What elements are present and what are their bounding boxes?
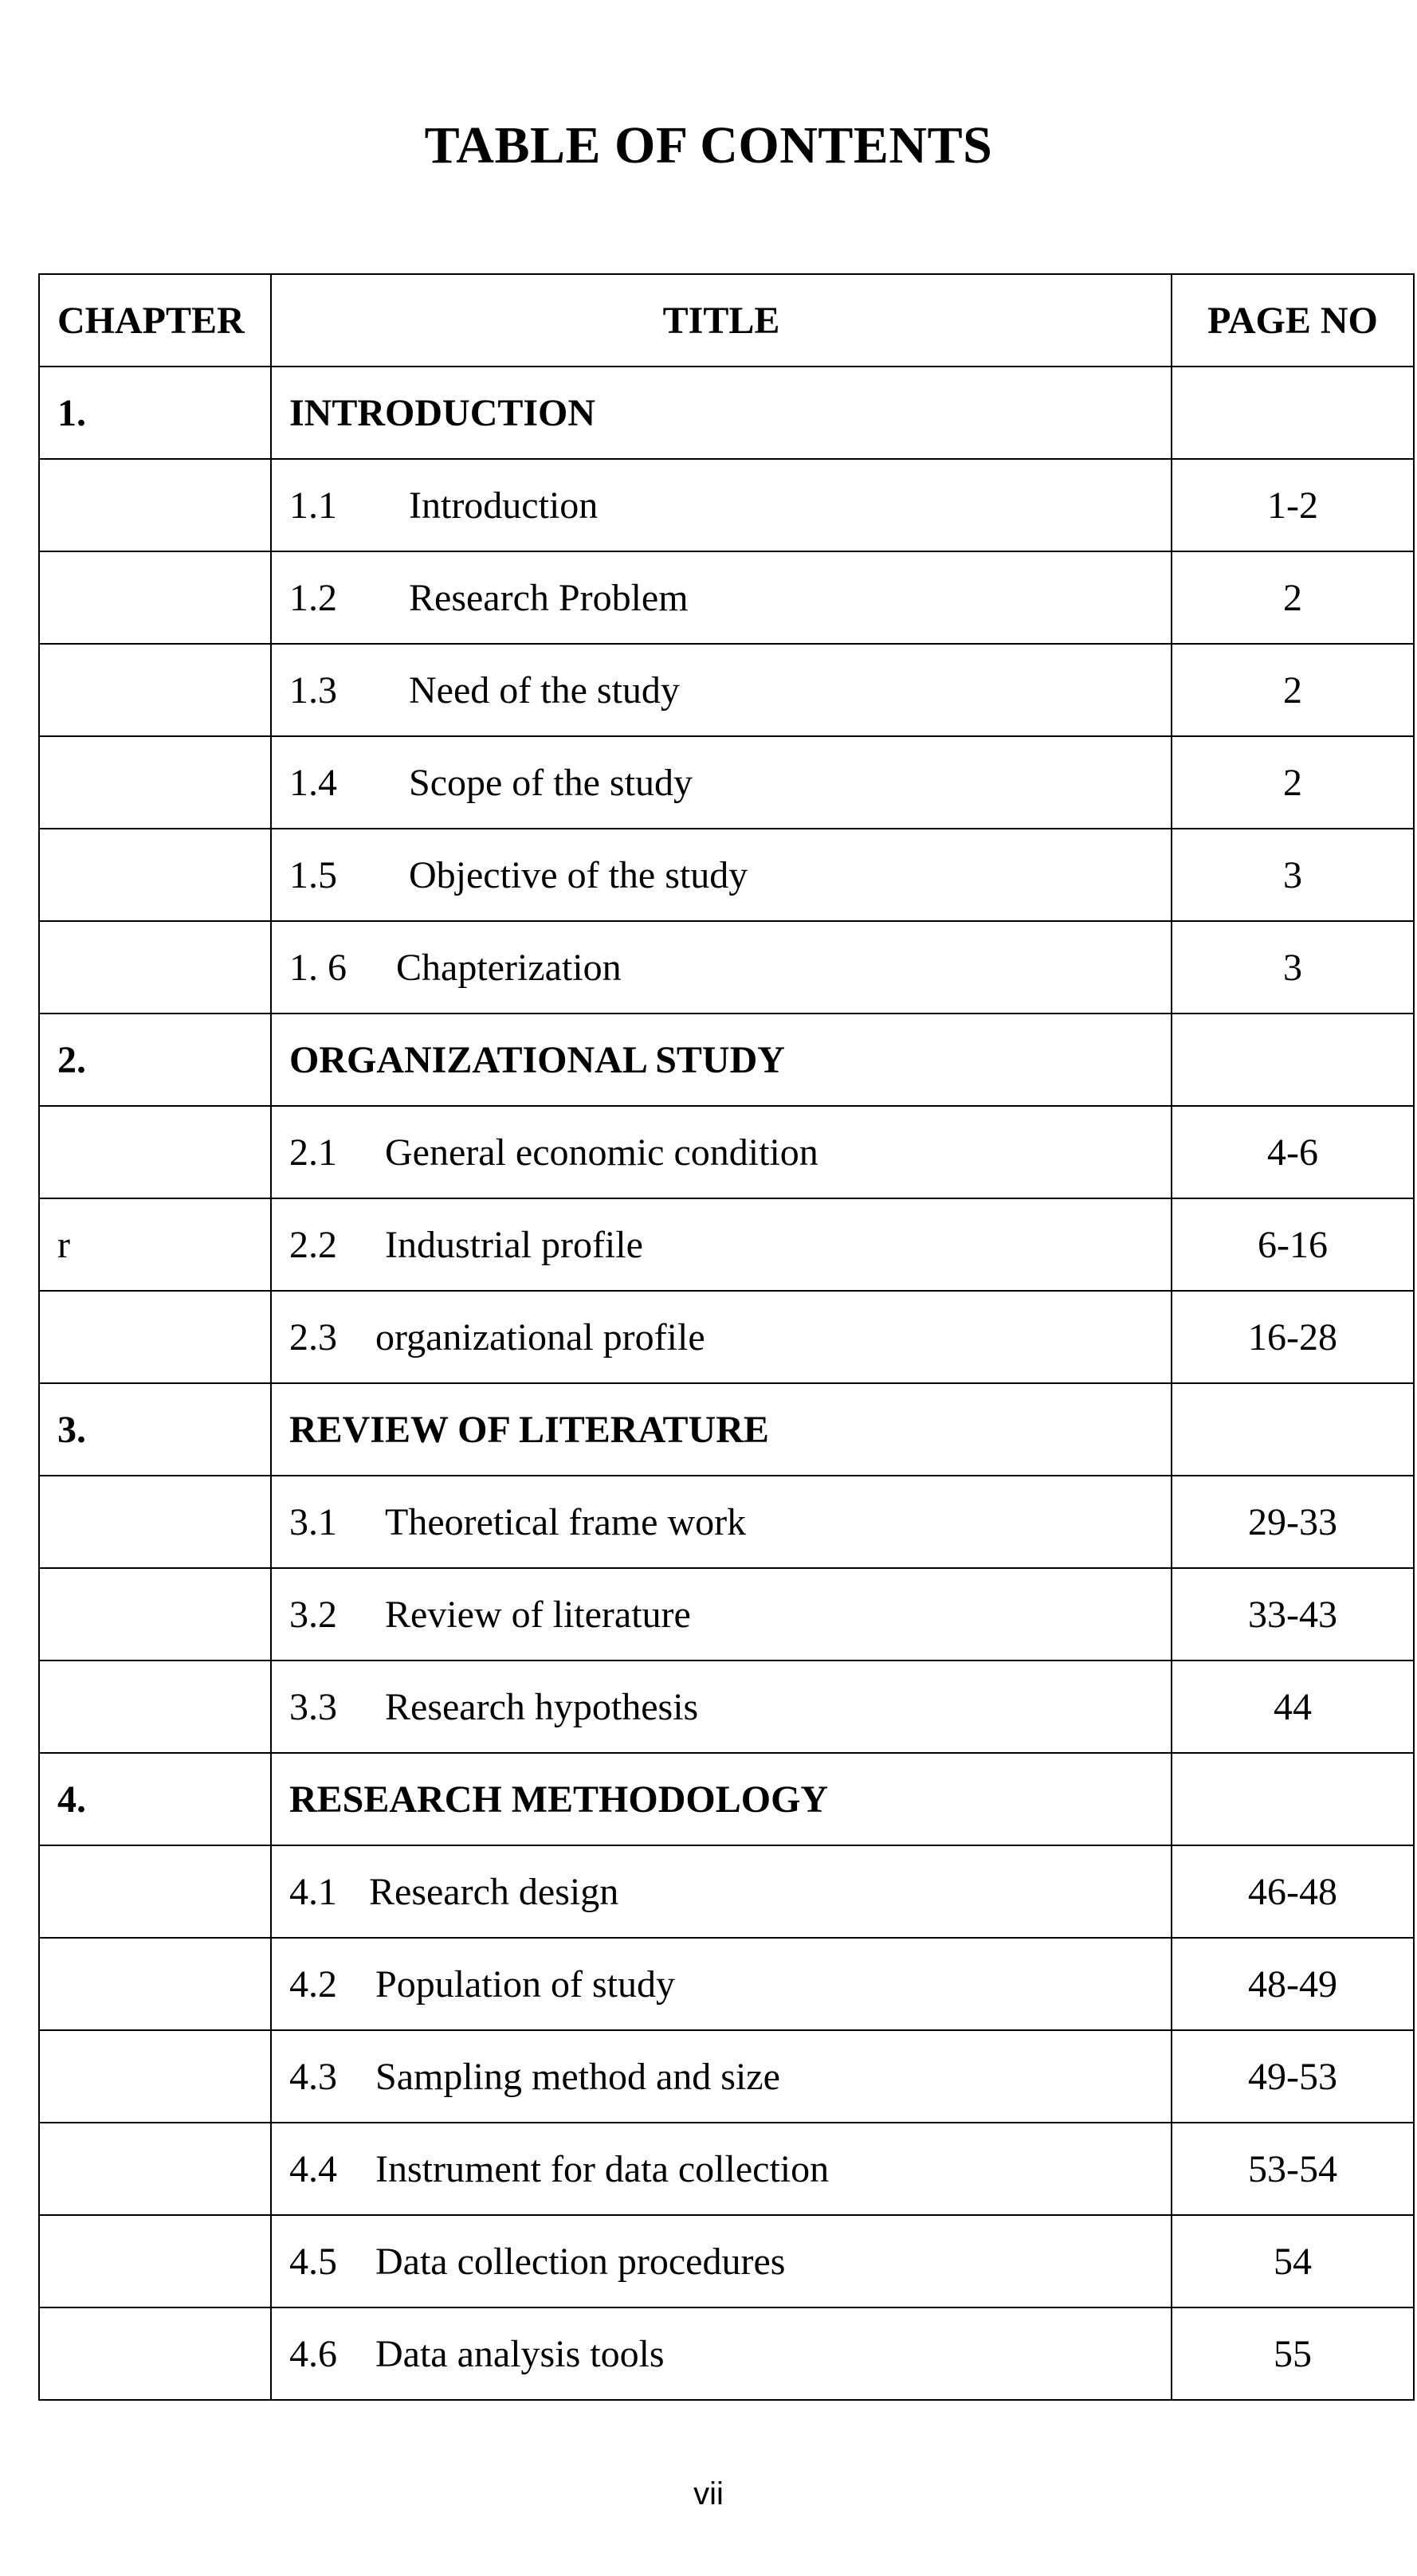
section-entry (271, 459, 1172, 551)
page-number-cell (1172, 1383, 1414, 1476)
section-entry (271, 1660, 1172, 1753)
page-number-cell: 54 (1172, 2215, 1414, 2307)
section-number: 2.1 (289, 1131, 337, 1174)
section-title: Instrument for data collection (375, 2147, 830, 2190)
page-number-cell: 44 (1172, 1660, 1414, 1753)
section-title: Review of literature (385, 1593, 691, 1636)
chapter-number (39, 2307, 271, 2400)
chapter-number (39, 459, 271, 551)
section-title: Data collection procedures (375, 2240, 786, 2283)
chapter-title (271, 1014, 1172, 1106)
chapter-number (39, 1845, 271, 1938)
section-row (39, 829, 1414, 921)
section-number: 4.2 (289, 1962, 337, 2006)
chapter-number: r (39, 1198, 271, 1291)
chapter-number (39, 1476, 271, 1568)
section-entry (271, 1845, 1172, 1938)
section-row (39, 2215, 1414, 2307)
chapter-number (39, 1291, 271, 1383)
section-title: ORGANIZATIONAL STUDY (289, 1038, 785, 1081)
page-number-cell: 2 (1172, 551, 1414, 644)
section-title: Population of study (375, 1962, 676, 2006)
section-number: 1.3 (289, 669, 337, 712)
section-title: Chapterization (396, 946, 622, 989)
page-number: vii (693, 2476, 724, 2511)
toc-header-row (39, 274, 1414, 367)
page-number-cell: 53-54 (1172, 2123, 1414, 2215)
page-number-cell (1172, 1014, 1414, 1106)
section-entry (271, 2030, 1172, 2123)
section-title: INTRODUCTION (289, 391, 596, 434)
page-number-cell: 3 (1172, 829, 1414, 921)
page-number-cell: 55 (1172, 2307, 1414, 2400)
page-number-cell: 33-43 (1172, 1568, 1414, 1660)
section-title: Objective of the study (409, 853, 748, 896)
section-title: Research design (369, 1870, 619, 1913)
chapter-number (39, 551, 271, 644)
section-entry (271, 1198, 1172, 1291)
section-row (39, 1938, 1414, 2030)
chapter-row (39, 367, 1414, 459)
page-title: TABLE OF CONTENTS (424, 116, 993, 174)
chapter-number (39, 921, 271, 1014)
page-number-cell: 46-48 (1172, 1845, 1414, 1938)
section-title: Sampling method and size (375, 2055, 780, 2098)
section-entry (271, 551, 1172, 644)
section-entry (271, 1106, 1172, 1198)
section-number: 2.3 (289, 1315, 337, 1359)
section-row (39, 551, 1414, 644)
section-title: Need of the study (409, 669, 680, 712)
section-row (39, 921, 1414, 1014)
page-number-cell: 6-16 (1172, 1198, 1414, 1291)
section-title: REVIEW OF LITERATURE (289, 1408, 769, 1451)
section-title: organizational profile (375, 1315, 705, 1359)
section-entry (271, 1291, 1172, 1383)
chapter-number: 1. (39, 367, 271, 459)
section-title: Introduction (409, 484, 599, 527)
chapter-number: 3. (39, 1383, 271, 1476)
section-entry (271, 829, 1172, 921)
section-row (39, 459, 1414, 551)
section-row (39, 1198, 1414, 1291)
page-number-cell: 29-33 (1172, 1476, 1414, 1568)
chapter-number: 4. (39, 1753, 271, 1845)
page-number-cell: 49-53 (1172, 2030, 1414, 2123)
section-number: 1.2 (289, 576, 337, 619)
section-title: RESEARCH METHODOLOGY (289, 1778, 829, 1821)
page-number-cell: 2 (1172, 644, 1414, 736)
section-entry (271, 1476, 1172, 1568)
section-number: 1.1 (289, 484, 337, 527)
page-number-cell (1172, 367, 1414, 459)
chapter-title (271, 367, 1172, 459)
section-title: Research Problem (409, 576, 689, 619)
section-number: 3.2 (289, 1593, 337, 1636)
chapter-number (39, 829, 271, 921)
section-number: 1.4 (289, 761, 337, 804)
chapter-number (39, 1938, 271, 2030)
section-row (39, 1476, 1414, 1568)
chapter-number (39, 2030, 271, 2123)
section-number: 3.3 (289, 1685, 337, 1728)
chapter-number (39, 644, 271, 736)
chapter-row (39, 1014, 1414, 1106)
chapter-number (39, 1568, 271, 1660)
section-entry (271, 1938, 1172, 2030)
chapter-row (39, 1753, 1414, 1845)
section-title: Data analysis tools (375, 2332, 665, 2375)
section-entry (271, 2123, 1172, 2215)
chapter-title (271, 1753, 1172, 1845)
section-entry (271, 2307, 1172, 2400)
page-number-cell: 16-28 (1172, 1291, 1414, 1383)
section-title: Research hypothesis (385, 1685, 699, 1728)
section-number: 3.1 (289, 1500, 337, 1543)
section-number: 4.1 (289, 1870, 337, 1913)
section-number: 2.2 (289, 1223, 337, 1266)
section-entry (271, 1568, 1172, 1660)
section-row (39, 1106, 1414, 1198)
chapter-number (39, 1660, 271, 1753)
section-title: Scope of the study (409, 761, 693, 804)
page-number-cell: 2 (1172, 736, 1414, 829)
section-row (39, 2307, 1414, 2400)
section-title: General economic condition (385, 1131, 818, 1174)
page-column-header: PAGE NO (1172, 274, 1414, 367)
section-number: 1.5 (289, 853, 337, 896)
section-entry (271, 736, 1172, 829)
chapter-number: 2. (39, 1014, 271, 1106)
section-number: 1. 6 (289, 946, 347, 989)
section-title: Industrial profile (385, 1223, 643, 1266)
toc-table (38, 273, 1415, 2401)
section-number: 4.5 (289, 2240, 337, 2283)
section-number: 4.4 (289, 2147, 337, 2190)
page-number-cell (1172, 1753, 1414, 1845)
section-number: 4.3 (289, 2055, 337, 2098)
section-row (39, 736, 1414, 829)
page-number-cell: 1-2 (1172, 459, 1414, 551)
section-title: Theoretical frame work (385, 1500, 747, 1543)
chapter-title (271, 1383, 1172, 1476)
section-row (39, 1660, 1414, 1753)
page-number-cell: 4-6 (1172, 1106, 1414, 1198)
section-entry (271, 921, 1172, 1014)
section-number: 4.6 (289, 2332, 337, 2375)
section-row (39, 1568, 1414, 1660)
section-row (39, 644, 1414, 736)
page-number-cell: 3 (1172, 921, 1414, 1014)
chapter-row (39, 1383, 1414, 1476)
section-entry (271, 644, 1172, 736)
chapter-number (39, 2123, 271, 2215)
section-row (39, 2030, 1414, 2123)
chapter-number (39, 2215, 271, 2307)
page-number-cell: 48-49 (1172, 1938, 1414, 2030)
chapter-number (39, 1106, 271, 1198)
section-row (39, 2123, 1414, 2215)
chapter-number (39, 736, 271, 829)
section-row (39, 1845, 1414, 1938)
title-column-header: TITLE (271, 274, 1172, 367)
section-entry (271, 2215, 1172, 2307)
section-row (39, 1291, 1414, 1383)
chapter-column-header: CHAPTER (39, 274, 271, 367)
